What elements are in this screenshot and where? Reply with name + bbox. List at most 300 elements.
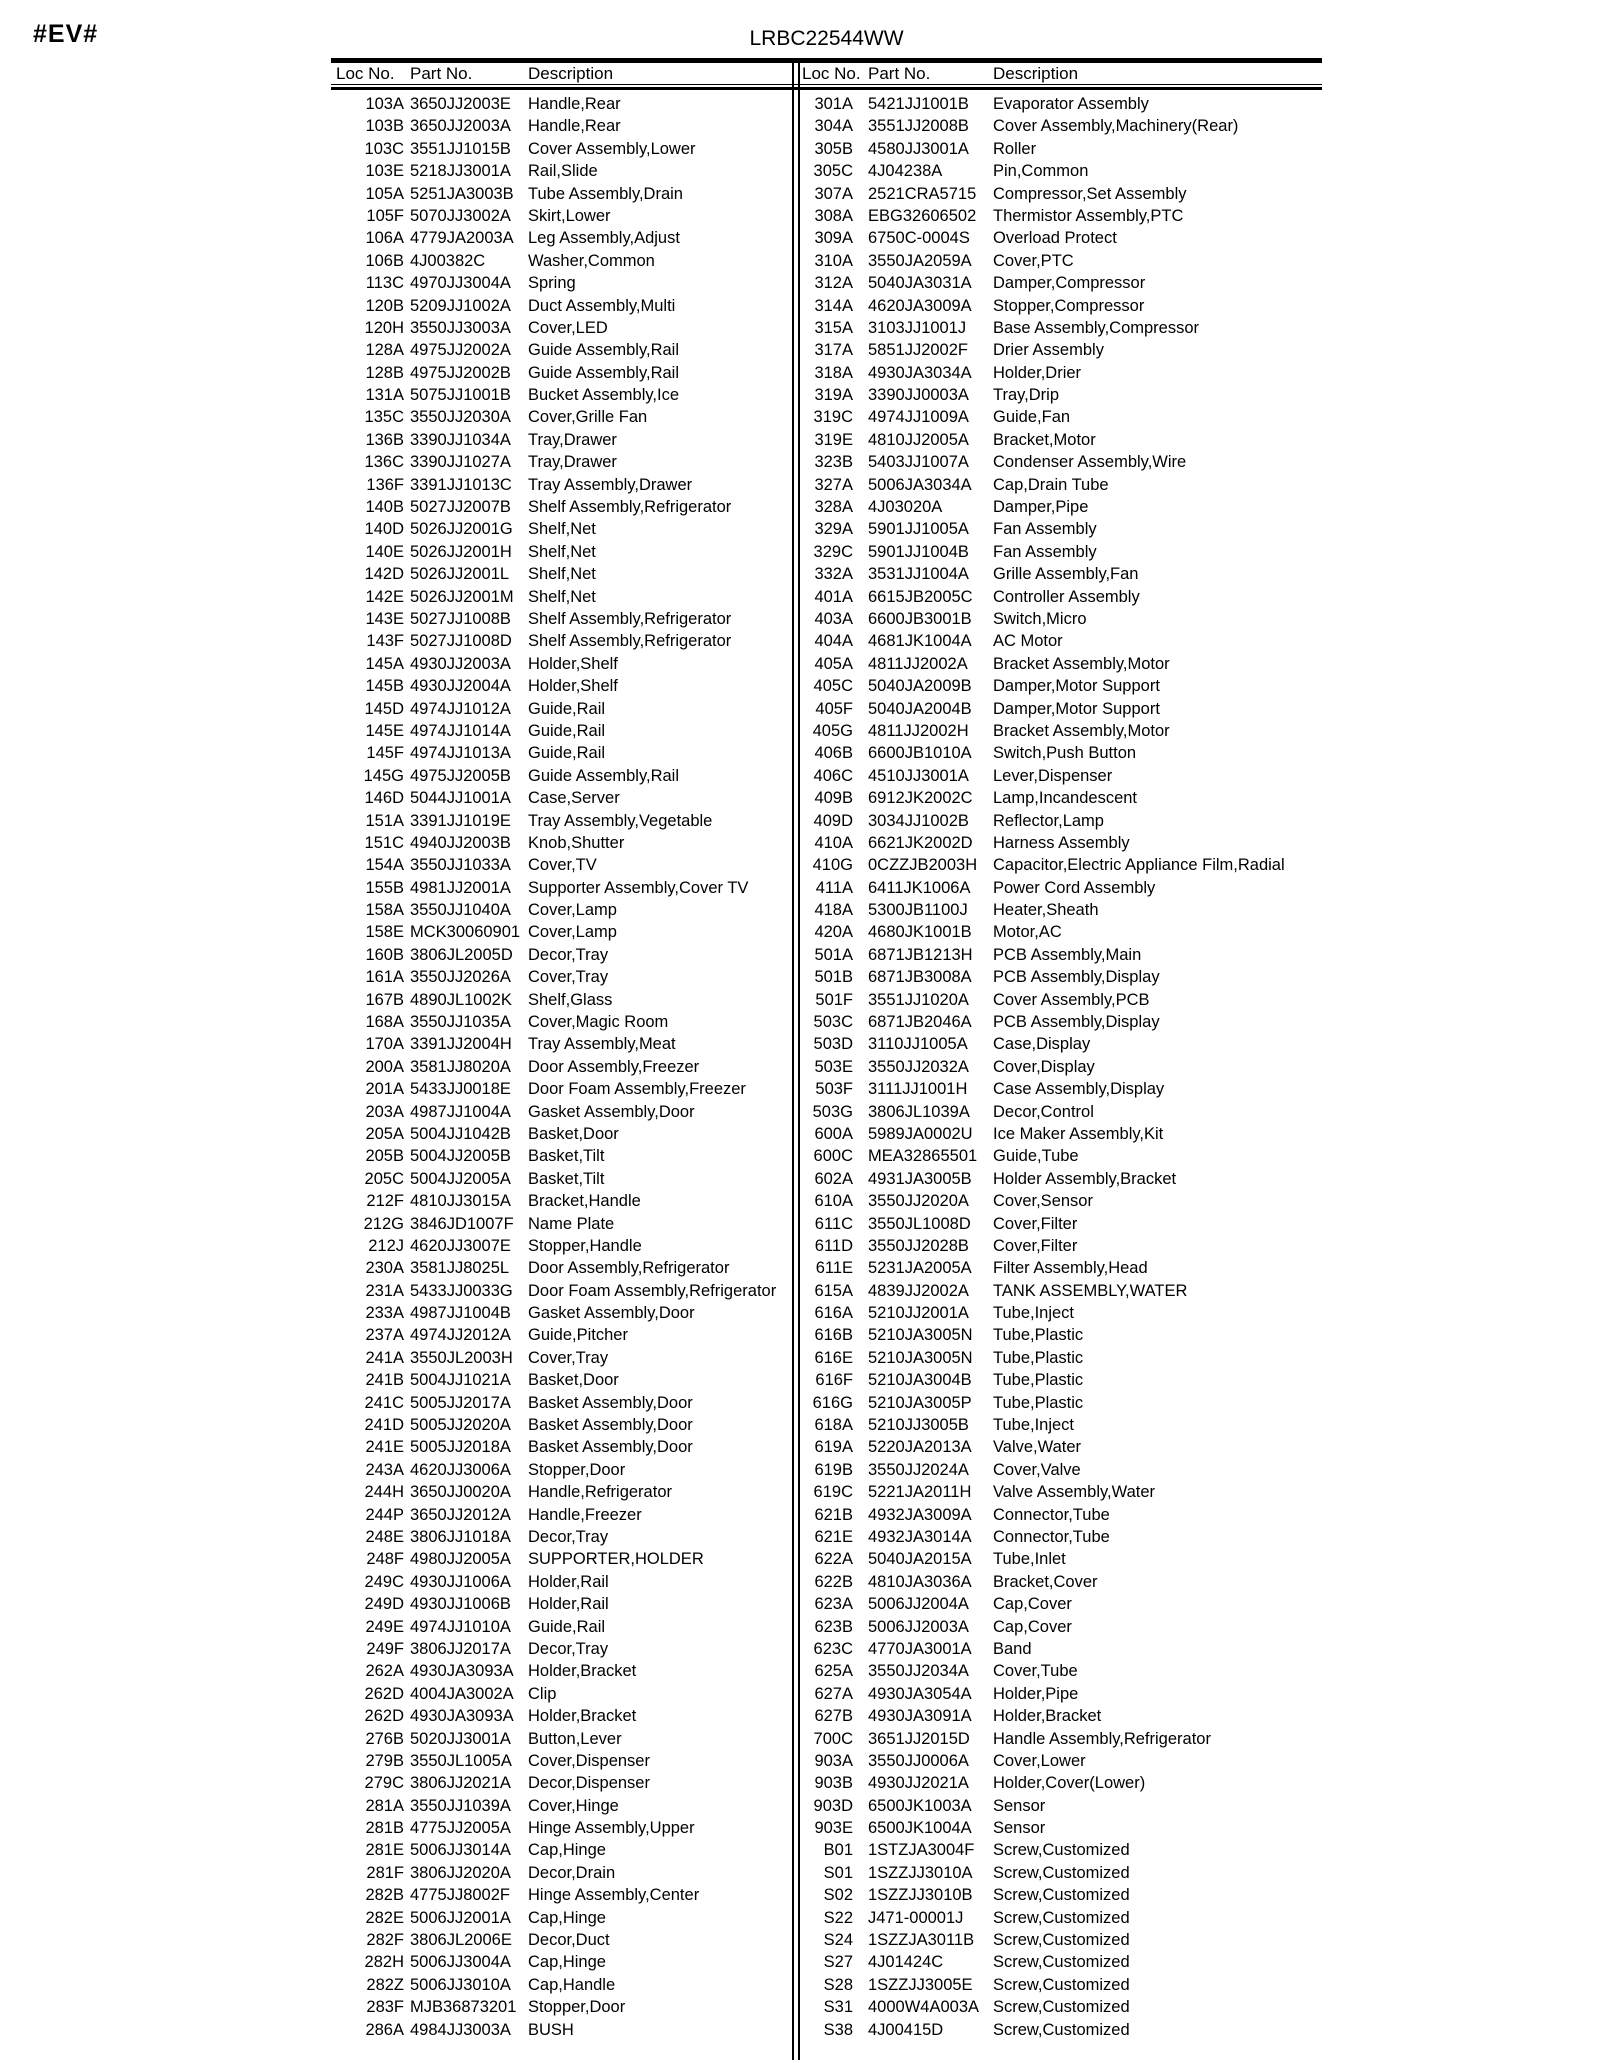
part-cell: 4930JJ2003A xyxy=(410,654,511,673)
desc-cell: Cover,Lamp xyxy=(528,923,617,942)
part-cell: 4770JA3001A xyxy=(868,1639,972,1658)
part-cell: 6500JK1003A xyxy=(868,1796,972,1815)
desc-cell: Cover,Lamp xyxy=(528,901,617,920)
part-cell: 4932JA3014A xyxy=(868,1528,972,1546)
desc-cell: Screw,Customized xyxy=(993,2020,1130,2039)
table-row xyxy=(796,1392,1322,1414)
part-cell: 4980JJ2005A xyxy=(410,1550,511,1569)
table-row xyxy=(331,384,796,406)
loc-cell: 411A xyxy=(815,878,853,897)
part-cell: 5433JJ0033G xyxy=(410,1281,513,1300)
desc-cell: Sensor xyxy=(993,1819,1046,1838)
table-row xyxy=(796,183,1322,205)
loc-cell: 200A xyxy=(365,1057,404,1076)
column-header-loc: Loc No. xyxy=(336,64,395,83)
part-cell: 3550JJ1040A xyxy=(410,901,511,920)
desc-cell: Switch,Micro xyxy=(993,609,1087,628)
loc-cell: 327A xyxy=(814,475,853,494)
part-cell: 4975JJ2002B xyxy=(410,363,511,382)
table-row xyxy=(796,787,1322,809)
loc-cell: 155B xyxy=(365,878,404,897)
part-cell: 5433JJ0018E xyxy=(410,1080,511,1099)
table-row xyxy=(331,1056,796,1078)
part-cell: 5027JJ2007B xyxy=(410,498,511,517)
part-cell: 4930JJ2021A xyxy=(868,1774,969,1793)
desc-cell: Decor,Control xyxy=(993,1102,1094,1121)
loc-cell: 143F xyxy=(366,632,404,651)
desc-cell: Shelf,Net xyxy=(528,587,596,606)
loc-cell: 145E xyxy=(365,721,404,740)
part-cell: 4970JJ3004A xyxy=(410,274,511,293)
desc-cell: Cover Assembly,PCB xyxy=(993,990,1150,1009)
loc-cell: 103C xyxy=(364,139,404,158)
desc-cell: Handle,Rear xyxy=(528,95,621,113)
loc-cell: 903D xyxy=(813,1796,853,1815)
loc-cell: 616A xyxy=(814,1304,853,1323)
parts-table xyxy=(331,58,1322,2041)
part-cell: 6871JB1213H xyxy=(868,945,973,964)
loc-cell: 281E xyxy=(365,1841,404,1860)
loc-cell: 160B xyxy=(365,945,404,964)
part-cell: 5075JJ1001B xyxy=(410,386,511,405)
table-row xyxy=(796,1862,1322,1884)
desc-cell: Cap,Drain Tube xyxy=(993,475,1109,494)
part-cell: 6615JB2005C xyxy=(868,587,973,606)
desc-cell: Decor,Tray xyxy=(528,1528,609,1546)
table-row xyxy=(331,1571,796,1593)
table-row xyxy=(796,541,1322,563)
part-cell: 4681JK1004A xyxy=(868,632,972,651)
table-row xyxy=(796,474,1322,496)
desc-cell: Lever,Dispenser xyxy=(993,766,1113,785)
loc-cell: 249F xyxy=(366,1639,404,1658)
part-cell: 3550JJ2028B xyxy=(868,1236,969,1255)
desc-cell: Holder,Bracket xyxy=(993,1707,1102,1726)
desc-cell: Basket Assembly,Door xyxy=(528,1393,693,1412)
part-cell: 5005JJ2017A xyxy=(410,1393,511,1412)
part-cell: 6750C-0004S xyxy=(868,229,970,248)
part-cell: 3550JL2003H xyxy=(410,1348,513,1367)
part-cell: 5006JJ2004A xyxy=(868,1595,969,1614)
loc-cell: 151A xyxy=(365,811,404,830)
loc-cell: 106A xyxy=(365,229,404,248)
part-cell: 5004JJ1021A xyxy=(410,1371,511,1390)
table-row xyxy=(331,1459,796,1481)
loc-cell: 611D xyxy=(814,1236,853,1255)
desc-cell: Holder,Bracket xyxy=(528,1662,637,1681)
table-row xyxy=(331,1817,796,1839)
table-row xyxy=(331,1213,796,1235)
table-row xyxy=(796,451,1322,473)
table-row xyxy=(331,1302,796,1324)
loc-cell: 205C xyxy=(364,1169,404,1188)
table-row xyxy=(796,586,1322,608)
loc-cell: 503C xyxy=(813,1013,853,1032)
table-row xyxy=(796,1056,1322,1078)
table-row xyxy=(796,317,1322,339)
desc-cell: Cap,Cover xyxy=(993,1595,1072,1614)
desc-cell: Cover,Dispenser xyxy=(528,1751,650,1770)
part-cell: 4510JJ3001A xyxy=(868,766,969,785)
table-row xyxy=(796,698,1322,720)
desc-cell: Guide,Rail xyxy=(528,721,606,740)
loc-cell: 503D xyxy=(813,1035,853,1054)
loc-cell: 611C xyxy=(814,1214,853,1233)
desc-cell: Cover,Hinge xyxy=(528,1796,619,1815)
desc-cell: Duct Assembly,Multi xyxy=(528,296,676,315)
desc-cell: Tray,Drawer xyxy=(528,453,617,472)
table-row xyxy=(796,1817,1322,1839)
part-cell: 3650JJ2012A xyxy=(410,1505,511,1524)
loc-cell: 627B xyxy=(814,1707,853,1726)
loc-cell: 241A xyxy=(365,1348,404,1367)
part-cell: 3581JJ8020A xyxy=(410,1057,511,1076)
loc-cell: 241E xyxy=(365,1438,404,1457)
part-cell: 6600JB3001B xyxy=(868,609,972,628)
part-cell: 3390JJ1034A xyxy=(410,430,511,449)
table-row xyxy=(331,1145,796,1167)
column-header-loc: Loc No. xyxy=(802,64,861,83)
loc-cell: 231A xyxy=(365,1281,404,1300)
desc-cell: Cover,Valve xyxy=(993,1460,1081,1479)
desc-cell: Fan Assembly xyxy=(993,520,1097,539)
part-cell: 4930JJ1006A xyxy=(410,1572,511,1591)
desc-cell: Hinge Assembly,Upper xyxy=(528,1819,695,1838)
table-row xyxy=(331,608,796,630)
table-row xyxy=(796,1101,1322,1123)
part-cell: 5040JA2009B xyxy=(868,677,972,696)
desc-cell: Rail,Slide xyxy=(528,162,598,181)
loc-cell: 282E xyxy=(365,1908,404,1927)
desc-cell: Case Assembly,Display xyxy=(993,1080,1165,1099)
part-cell: 3391JJ1019E xyxy=(410,811,511,830)
part-cell: 3550JJ2030A xyxy=(410,408,511,427)
desc-cell: Shelf,Net xyxy=(528,565,596,584)
loc-cell: 154A xyxy=(365,856,404,875)
table-row xyxy=(796,93,1322,115)
table-row xyxy=(796,608,1322,630)
part-cell: 5004JJ2005B xyxy=(410,1147,511,1166)
part-cell: 5040JA2004B xyxy=(868,699,972,718)
column-divider xyxy=(792,58,800,2060)
part-cell: 3550JJ2020A xyxy=(868,1192,969,1211)
desc-cell: Shelf Assembly,Refrigerator xyxy=(528,498,732,517)
table-row xyxy=(331,810,796,832)
desc-cell: Holder Assembly,Bracket xyxy=(993,1169,1177,1188)
desc-cell: Decor,Dispenser xyxy=(528,1774,650,1793)
desc-cell: Screw,Customized xyxy=(993,1863,1130,1882)
desc-cell: AC Motor xyxy=(993,632,1063,651)
desc-cell: Drier Assembly xyxy=(993,341,1104,360)
loc-cell: 329C xyxy=(813,542,853,561)
desc-cell: Holder,Rail xyxy=(528,1595,609,1614)
desc-cell: SUPPORTER,HOLDER xyxy=(528,1550,704,1569)
desc-cell: Tube,Inject xyxy=(993,1304,1075,1323)
loc-cell: 503F xyxy=(815,1080,853,1099)
desc-cell: Tube,Inlet xyxy=(993,1550,1066,1569)
loc-cell: 233A xyxy=(365,1304,404,1323)
table-row xyxy=(796,1795,1322,1817)
desc-cell: BUSH xyxy=(528,2020,574,2039)
part-cell: 6600JB1010A xyxy=(868,744,972,763)
loc-cell: 279C xyxy=(364,1774,404,1793)
part-cell: 5006JJ3014A xyxy=(410,1841,511,1860)
loc-cell: 136C xyxy=(364,453,404,472)
part-cell: 3551JJ1020A xyxy=(868,990,969,1009)
part-cell: 5005JJ2020A xyxy=(410,1416,511,1435)
desc-cell: Spring xyxy=(528,274,576,293)
table-row xyxy=(331,1728,796,1750)
table-row xyxy=(796,205,1322,227)
table-row xyxy=(331,317,796,339)
part-cell: 3806JJ2017A xyxy=(410,1639,511,1658)
loc-cell: 244H xyxy=(364,1483,404,1502)
table-row xyxy=(331,339,796,361)
part-cell: 5421JJ1001B xyxy=(868,95,969,113)
desc-cell: Cover,TV xyxy=(528,856,597,875)
loc-cell: 262D xyxy=(364,1684,404,1703)
table-row xyxy=(331,1616,796,1638)
table-row xyxy=(331,1795,796,1817)
desc-cell: Valve,Water xyxy=(993,1438,1082,1457)
table-row xyxy=(331,854,796,876)
loc-cell: 319E xyxy=(814,430,853,449)
loc-cell: 323B xyxy=(814,453,853,472)
table-row xyxy=(796,1302,1322,1324)
table-row xyxy=(331,720,796,742)
table-row xyxy=(796,429,1322,451)
desc-cell: Cover,Filter xyxy=(993,1214,1078,1233)
table-row xyxy=(331,966,796,988)
loc-cell: 158E xyxy=(365,923,404,942)
part-cell: 4930JA3093A xyxy=(410,1662,514,1681)
table-row xyxy=(796,295,1322,317)
table-row xyxy=(796,1660,1322,1682)
loc-cell: 903E xyxy=(814,1819,853,1838)
loc-cell: 241D xyxy=(364,1416,404,1435)
part-cell: 3550JJ2032A xyxy=(868,1057,969,1076)
desc-cell: Button,Lever xyxy=(528,1729,622,1748)
loc-cell: 212G xyxy=(363,1214,404,1233)
desc-cell: Pin,Common xyxy=(993,162,1089,181)
desc-cell: Screw,Customized xyxy=(993,1953,1130,1972)
part-cell: 5027JJ1008B xyxy=(410,609,511,628)
part-cell: 5851JJ2002F xyxy=(868,341,968,360)
part-cell: 4J00415D xyxy=(868,2020,944,2039)
desc-cell: Band xyxy=(993,1639,1032,1658)
part-cell: 4987JJ1004B xyxy=(410,1304,511,1323)
part-cell: 5300JB1100J xyxy=(868,901,968,920)
table-row xyxy=(796,1750,1322,1772)
part-cell: 5006JJ2001A xyxy=(410,1908,511,1927)
part-cell: J471-00001J xyxy=(868,1908,964,1927)
part-cell: 3110JJ1005A xyxy=(868,1035,968,1054)
loc-cell: 610A xyxy=(814,1192,853,1211)
desc-cell: Decor,Drain xyxy=(528,1863,616,1882)
table-row xyxy=(331,474,796,496)
loc-cell: 205B xyxy=(365,1147,404,1166)
loc-cell: 105A xyxy=(365,184,404,203)
part-cell: 5210JA3005N xyxy=(868,1348,973,1367)
desc-cell: Damper,Compressor xyxy=(993,274,1146,293)
part-cell: 4984JJ3003A xyxy=(410,2020,511,2039)
table-row xyxy=(331,1392,796,1414)
table-row xyxy=(331,138,796,160)
part-cell: 3034JJ1002B xyxy=(868,811,969,830)
table-row xyxy=(331,406,796,428)
desc-cell: Guide,Rail xyxy=(528,699,606,718)
table-row xyxy=(331,1862,796,1884)
loc-cell: 315A xyxy=(814,318,853,337)
part-cell: 5901JJ1004B xyxy=(868,542,969,561)
table-row xyxy=(331,1481,796,1503)
desc-cell: Supporter Assembly,Cover TV xyxy=(528,878,749,897)
loc-cell: 282Z xyxy=(366,1975,404,1994)
desc-cell: Holder,Shelf xyxy=(528,677,618,696)
part-cell: 5210JA3005N xyxy=(868,1326,973,1345)
loc-cell: 230A xyxy=(365,1259,404,1278)
part-cell: 3390JJ1027A xyxy=(410,453,511,472)
desc-cell: Washer,Common xyxy=(528,251,655,270)
table-row xyxy=(796,877,1322,899)
table-row xyxy=(796,1011,1322,1033)
part-cell: 3550JA2059A xyxy=(868,251,972,270)
loc-cell: 146D xyxy=(364,789,404,808)
part-cell: 3650JJ0020A xyxy=(410,1483,511,1502)
desc-cell: Knob,Shutter xyxy=(528,833,625,852)
table-row xyxy=(331,989,796,1011)
desc-cell: Handle,Freezer xyxy=(528,1505,642,1524)
desc-cell: Valve Assembly,Water xyxy=(993,1483,1155,1502)
desc-cell: Cap,Cover xyxy=(993,1617,1072,1636)
part-cell: 0CZZJB2003H xyxy=(868,856,978,875)
loc-cell: 128B xyxy=(365,363,404,382)
loc-cell: 328A xyxy=(814,498,853,517)
table-row xyxy=(796,115,1322,137)
loc-cell: 241C xyxy=(364,1393,404,1412)
part-cell: 5210JA3004B xyxy=(868,1371,972,1390)
desc-cell: Basket,Door xyxy=(528,1371,619,1390)
loc-cell: 168A xyxy=(365,1013,404,1032)
desc-cell: Basket,Tilt xyxy=(528,1169,605,1188)
table-row xyxy=(796,899,1322,921)
loc-cell: 161A xyxy=(365,968,404,987)
table-row xyxy=(331,1123,796,1145)
table-row xyxy=(796,250,1322,272)
desc-cell: Guide,Fan xyxy=(993,408,1071,427)
table-row xyxy=(796,1728,1322,1750)
desc-cell: Basket Assembly,Door xyxy=(528,1416,693,1435)
loc-cell: 140B xyxy=(365,498,404,517)
table-row xyxy=(796,1257,1322,1279)
loc-cell: 503G xyxy=(812,1102,853,1121)
desc-cell: Tube,Plastic xyxy=(993,1348,1084,1367)
loc-cell: 281A xyxy=(365,1796,404,1815)
table-row xyxy=(796,653,1322,675)
table-row xyxy=(331,698,796,720)
desc-cell: Harness Assembly xyxy=(993,833,1130,852)
part-cell: 4931JA3005B xyxy=(868,1169,972,1188)
desc-cell: Basket Assembly,Door xyxy=(528,1438,693,1457)
table-row xyxy=(331,921,796,943)
desc-cell: Thermistor Assembly,PTC xyxy=(993,206,1184,225)
desc-cell: Cap,Handle xyxy=(528,1975,616,1994)
loc-cell: 405G xyxy=(812,721,853,740)
table-row xyxy=(331,1638,796,1660)
loc-cell: 420A xyxy=(814,923,853,942)
loc-cell: 621B xyxy=(814,1505,853,1524)
loc-cell: 276B xyxy=(365,1729,404,1748)
loc-cell: 145B xyxy=(365,677,404,696)
table-row xyxy=(796,1033,1322,1055)
part-cell: 5006JJ3004A xyxy=(410,1953,511,1972)
desc-cell: Stopper,Handle xyxy=(528,1236,642,1255)
loc-cell: 409D xyxy=(813,811,853,830)
part-cell: 5004JJ2005A xyxy=(410,1169,511,1188)
table-row xyxy=(796,1929,1322,1951)
loc-cell: 136F xyxy=(366,475,404,494)
part-cell: 5026JJ2001G xyxy=(410,520,513,539)
part-cell: 4810JJ3015A xyxy=(410,1192,511,1211)
desc-cell: Shelf Assembly,Refrigerator xyxy=(528,609,732,628)
part-cell: 5006JJ3010A xyxy=(410,1975,511,1994)
table-row xyxy=(796,1996,1322,2018)
loc-cell: 401A xyxy=(814,587,853,606)
table-row xyxy=(796,989,1322,1011)
desc-cell: Skirt,Lower xyxy=(528,206,611,225)
loc-cell: 128A xyxy=(365,341,404,360)
desc-cell: Screw,Customized xyxy=(993,1908,1130,1927)
loc-cell: 406B xyxy=(814,744,853,763)
loc-cell: 113C xyxy=(365,274,404,293)
loc-cell: 307A xyxy=(814,184,853,203)
desc-cell: Decor,Tray xyxy=(528,1639,609,1658)
loc-cell: 135C xyxy=(364,408,404,427)
part-cell: 3531JJ1004A xyxy=(868,565,969,584)
desc-cell: Screw,Customized xyxy=(993,1998,1130,2017)
table-row xyxy=(796,1123,1322,1145)
table-row xyxy=(796,227,1322,249)
part-cell: MCK30060901 xyxy=(410,923,521,942)
desc-cell: Cover,Tube xyxy=(993,1662,1078,1681)
loc-cell: 286A xyxy=(365,2020,404,2039)
desc-cell: Bucket Assembly,Ice xyxy=(528,386,680,405)
loc-cell: 237A xyxy=(365,1326,404,1345)
desc-cell: Holder,Shelf xyxy=(528,654,618,673)
part-cell: 4987JJ1004A xyxy=(410,1102,511,1121)
part-cell: 4975JJ2005B xyxy=(410,766,511,785)
part-cell: 3651JJ2015D xyxy=(868,1729,970,1748)
desc-cell: Guide,Tube xyxy=(993,1147,1079,1166)
page-title: LRBC22544WW xyxy=(749,27,904,50)
loc-cell: 106B xyxy=(365,251,404,270)
loc-cell: 602A xyxy=(814,1169,853,1188)
part-cell: 5020JJ3001A xyxy=(410,1729,511,1748)
desc-cell: Cap,Hinge xyxy=(528,1908,606,1927)
table-row xyxy=(796,1974,1322,1996)
desc-cell: Lamp,Incandescent xyxy=(993,789,1138,808)
table-row xyxy=(796,854,1322,876)
desc-cell: TANK ASSEMBLY,WATER xyxy=(993,1281,1188,1300)
desc-cell: Door Assembly,Freezer xyxy=(528,1057,700,1076)
table-row xyxy=(331,295,796,317)
table-row xyxy=(331,1078,796,1100)
loc-cell: 619C xyxy=(813,1483,853,1502)
table-row xyxy=(796,1884,1322,1906)
loc-cell: 143E xyxy=(365,609,404,628)
table-row xyxy=(796,138,1322,160)
desc-cell: Bracket,Handle xyxy=(528,1192,641,1211)
